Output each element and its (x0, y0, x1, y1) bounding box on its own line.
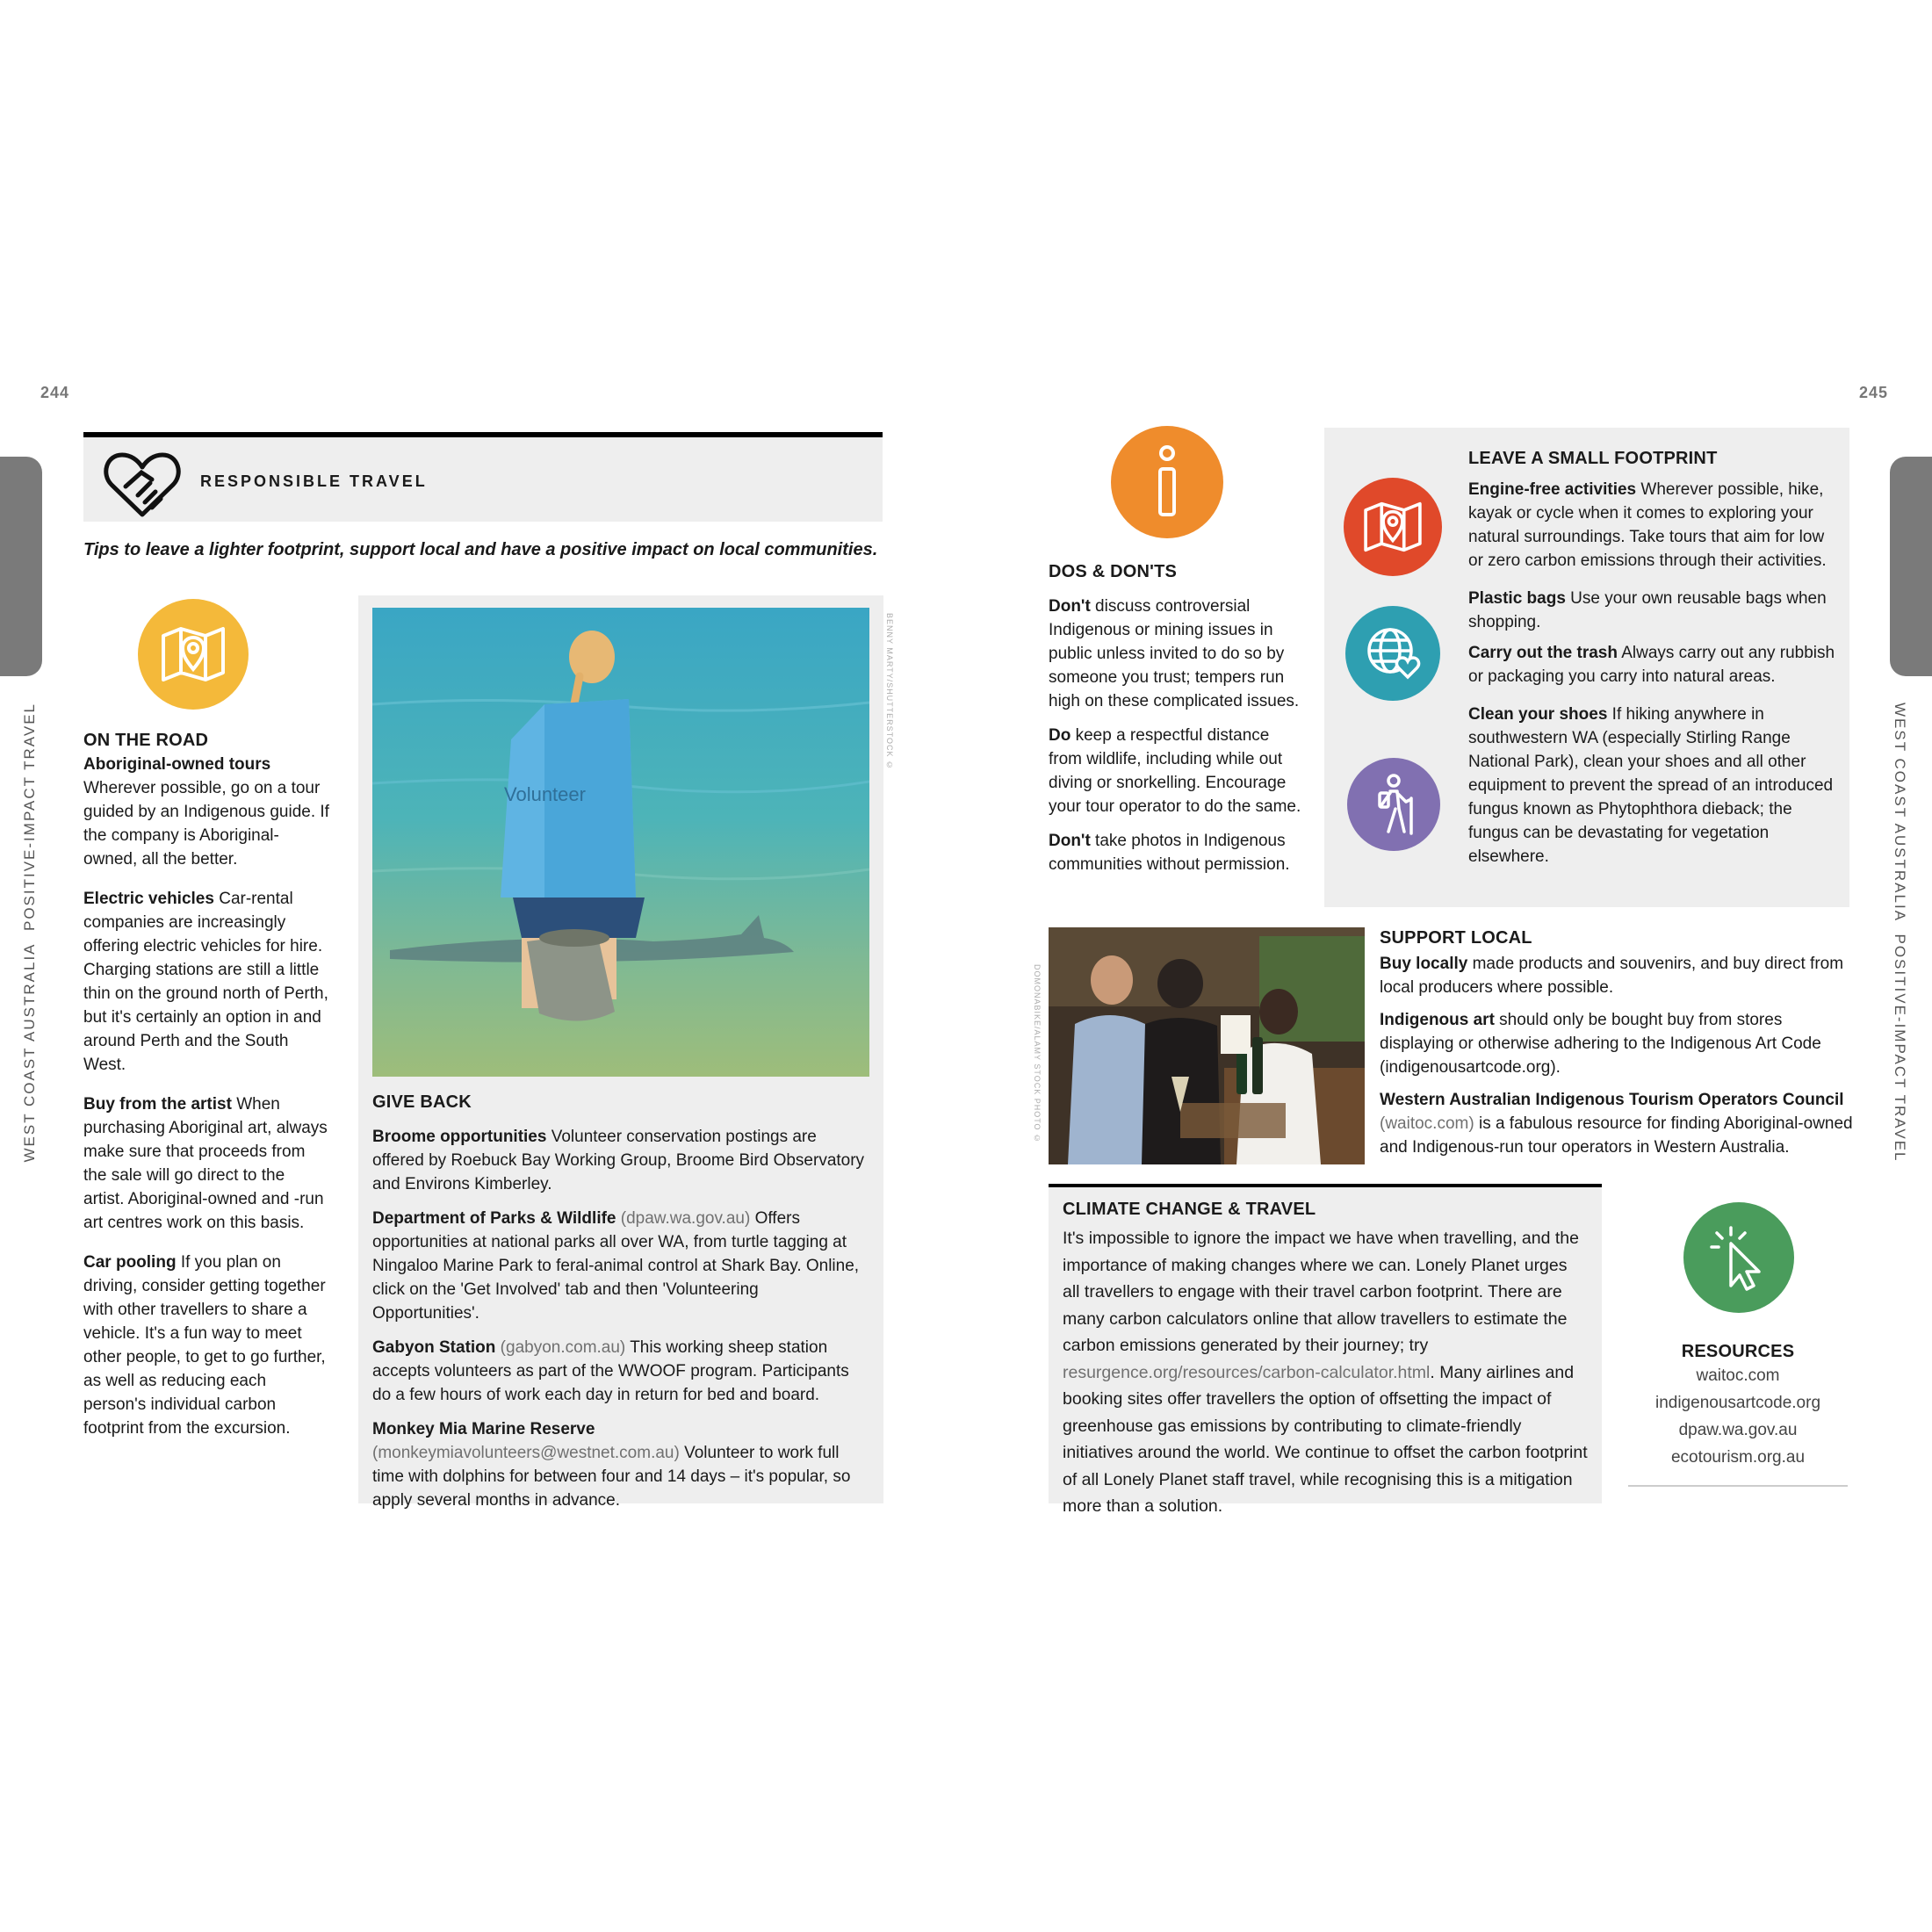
item-text: discuss controversial Indigenous or mining issues in public unless invited to do so by someone you trust; tempers run high on these complicated issues. (1049, 597, 1300, 710)
item-lead: Do (1049, 726, 1071, 745)
list-item (1468, 703, 1839, 869)
resources-section (1628, 1342, 1848, 1487)
intro-text: Tips to leave a lighter footprint, support local and have a positive impact on local communities. (83, 540, 878, 559)
item-text: Use your own reusable bags when shopping. (1468, 589, 1827, 631)
list-item (1049, 724, 1303, 818)
give-back-text (372, 1092, 869, 1523)
info-icon (1111, 426, 1223, 538)
list-item (1468, 641, 1839, 688)
list-item (1380, 1008, 1854, 1079)
list-item (83, 1251, 329, 1440)
item-text: Wherever possible, hike, kayak or cycle when it comes to exploring your natural surroundings. Take tours that aim for low or zero carbon emissions through their activities. (1468, 480, 1827, 570)
item-lead: Carry out the trash (1468, 644, 1618, 662)
globe-heart-icon (1345, 606, 1440, 701)
on-the-road-heading: ON THE ROAD (83, 731, 209, 750)
item-link[interactable]: (dpaw.wa.gov.au) (616, 1209, 751, 1228)
small-footprint-heading: LEAVE A SMALL FOOTPRINT (1468, 449, 1718, 468)
item-lead: Aboriginal-owned tours (83, 755, 271, 774)
item-text: take photos in Indigenous communities without permission. (1049, 832, 1290, 874)
item-lead: Car pooling (83, 1253, 177, 1272)
wine-tasting-photo (1049, 927, 1365, 1164)
item-lead: Broome opportunities (372, 1128, 547, 1146)
item-text: Offers opportunities at national parks all over WA, from turtle tagging at Ningaloo Marine Park to feral-animal control at Shark Bay. Online, click on the 'Get Involved' tab and then 'Volunteering Opportunities'. (372, 1209, 860, 1323)
resource-link[interactable]: indigenousartcode.org (1654, 1394, 1821, 1412)
small-footprint-text (1468, 449, 1839, 879)
item-text: If hiking anywhere in southwestern WA (especially Stirling Range National Park), clean your shoes and all other equipment to prevent the spread of an introduced fungus known as Phytophthora dieback; the fungus can be devastating for vegetation elsewhere. (1468, 705, 1834, 866)
item-lead: Engine-free activities (1468, 480, 1637, 499)
dos-donts-section (1049, 562, 1303, 887)
item-text: If you plan on driving, consider getting together with other travellers to share a vehicle. It's a fun way to meet other people, to get to go further, as well as reducing each person's individual carbon footprint from the excursion. (83, 1253, 326, 1438)
give-back-panel (358, 595, 894, 1510)
dos-donts-heading: DOS & DON'TS (1049, 562, 1178, 581)
responsible-travel-header (83, 432, 883, 522)
side-label-region: WEST COAST AUSTRALIA (21, 942, 38, 1163)
item-text: This working sheep station accepts volunteers as part of the WWOOF program. Participants do a few hours of work each day in return for bed and board. (372, 1338, 849, 1404)
side-label-right (1891, 703, 1908, 1163)
resource-link[interactable]: ecotourism.org.au (1670, 1448, 1806, 1467)
item-lead: Clean your shoes (1468, 705, 1608, 724)
side-tab-right (1890, 457, 1932, 676)
item-lead: Buy locally (1380, 955, 1468, 973)
side-tab-left (0, 457, 42, 676)
list-item (1468, 478, 1839, 573)
page-number-right: 245 (1859, 384, 1889, 401)
cursor-click-icon (1683, 1202, 1794, 1313)
resource-link[interactable]: dpaw.wa.gov.au (1678, 1421, 1798, 1439)
list-item (83, 1092, 329, 1235)
list-item (372, 1417, 869, 1512)
side-label-left (21, 703, 39, 1163)
vest-text: Volunteer (504, 783, 586, 805)
list-item (1468, 587, 1839, 634)
on-the-road-section (83, 731, 329, 1451)
list-item (372, 1125, 869, 1196)
resource-link[interactable]: waitoc.com (1696, 1366, 1780, 1385)
item-lead: Gabyon Station (372, 1338, 496, 1357)
list-item (83, 887, 329, 1077)
item-text: keep a respectful distance from wildlife, including while out diving or snorkelling. Encourage your tour operator to do the same. (1049, 726, 1301, 816)
list-item (372, 1336, 869, 1407)
item-lead: Electric vehicles (83, 890, 214, 908)
item-link[interactable]: (gabyon.com.au) (495, 1338, 626, 1357)
list-item (1049, 829, 1303, 876)
divider (1628, 1485, 1848, 1487)
item-lead: Buy from the artist (83, 1095, 232, 1114)
hiker-icon (1347, 758, 1440, 851)
map-pin-icon (138, 599, 249, 710)
support-local-section (1380, 928, 1854, 1170)
give-back-heading: GIVE BACK (372, 1092, 472, 1112)
climate-change-box (1049, 1184, 1602, 1516)
item-text: Always carry out any rubbish or packaging you carry into natural areas. (1468, 644, 1835, 686)
climate-text (1063, 1225, 1588, 1520)
item-text: Volunteer conservation postings are offered by Roebuck Bay Working Group, Broome Bird Observatory and Environs Kimberley. (372, 1128, 865, 1193)
small-footprint-panel (1324, 428, 1849, 907)
heart-handshake-icon (103, 448, 182, 520)
list-item (1380, 952, 1854, 999)
item-text: is a fabulous resource for finding Aboriginal-owned and Indigenous-run tour operators in Western Australia. (1380, 1114, 1853, 1157)
item-text: Volunteer to work full time with dolphins for between four and 14 days – it's popular, so apply several months in advance. (372, 1444, 851, 1510)
photo-credit: BENNY MARTY/SHUTTERSTOCK © (885, 613, 894, 771)
side-label-section: POSITIVE-IMPACT TRAVEL (1892, 934, 1908, 1163)
item-text: When purchasing Aboriginal art, always make sure that proceeds from the sale will go direct to the artist. Aboriginal-owned and -run art centres work on this basis. (83, 1095, 328, 1232)
climate-heading: CLIMATE CHANGE & TRAVEL (1063, 1200, 1316, 1219)
list-item (1380, 1088, 1854, 1159)
side-label-section: POSITIVE-IMPACT TRAVEL (21, 703, 38, 932)
climate-text-after: . Many airlines and booking sites offer travellers the option of offsetting the impact of greenhouse gas emissions by contributing to climate-friendly initiatives around the world. We continue to offset the carbon footprint of all Lonely Planet staff travel, while recognising this is a mitigation more than a solution. (1063, 1362, 1588, 1516)
list-item (83, 753, 329, 871)
page-number-left: 244 (40, 384, 70, 401)
side-label-region: WEST COAST AUSTRALIA (1892, 703, 1908, 923)
item-lead: Plastic bags (1468, 589, 1566, 608)
item-text: Wherever possible, go on a tour guided by an Indigenous guide. If the company is Aboriginal-owned, all the better. (83, 779, 329, 869)
support-local-heading: SUPPORT LOCAL (1380, 928, 1532, 948)
climate-text-before: It's impossible to ignore the impact we have when travelling, and the importance of making changes where we can. Lonely Planet urges all travellers to engage with their travel carbon footprint. There are many carbon calculators online that allow travellers to estimate the carbon emissions generated by their journey; try (1063, 1229, 1579, 1355)
list-item (1049, 595, 1303, 713)
item-lead: Western Australian Indigenous Tourism Operators Council (1380, 1091, 1844, 1109)
resources-heading: RESOURCES (1681, 1342, 1795, 1361)
volunteer-dolphin-photo (372, 608, 869, 1077)
item-lead: Don't (1049, 597, 1091, 616)
map-pin-icon (1344, 478, 1442, 576)
photo-credit: DOMONABIKE/ALAMY STOCK PHOTO © (1033, 964, 1042, 1144)
item-text: made products and souvenirs, and buy direct from local producers where possible. (1380, 955, 1844, 997)
item-lead: Don't (1049, 832, 1091, 850)
item-link[interactable]: (waitoc.com) (1380, 1114, 1474, 1133)
item-link[interactable]: (monkeymiavolunteers@westnet.com.au) (372, 1444, 680, 1462)
item-lead: Department of Parks & Wildlife (372, 1209, 616, 1228)
item-text: Car-rental companies are increasingly offering electric vehicles for hire. Charging stations are still a little thin on the ground north of Perth, but it's certainly an option in and around Perth and the South West. (83, 890, 328, 1074)
header-title: RESPONSIBLE TRAVEL (200, 472, 428, 490)
item-lead: Monkey Mia Marine Reserve (372, 1420, 595, 1438)
list-item (372, 1207, 869, 1325)
item-text: should only be bought buy from stores displaying or otherwise adhering to the Indigenous Art Code (indigenousartcode.org). (1380, 1011, 1821, 1077)
carbon-calculator-link[interactable]: resurgence.org/resources/carbon-calculator.html (1063, 1362, 1431, 1382)
item-lead: Indigenous art (1380, 1011, 1495, 1029)
